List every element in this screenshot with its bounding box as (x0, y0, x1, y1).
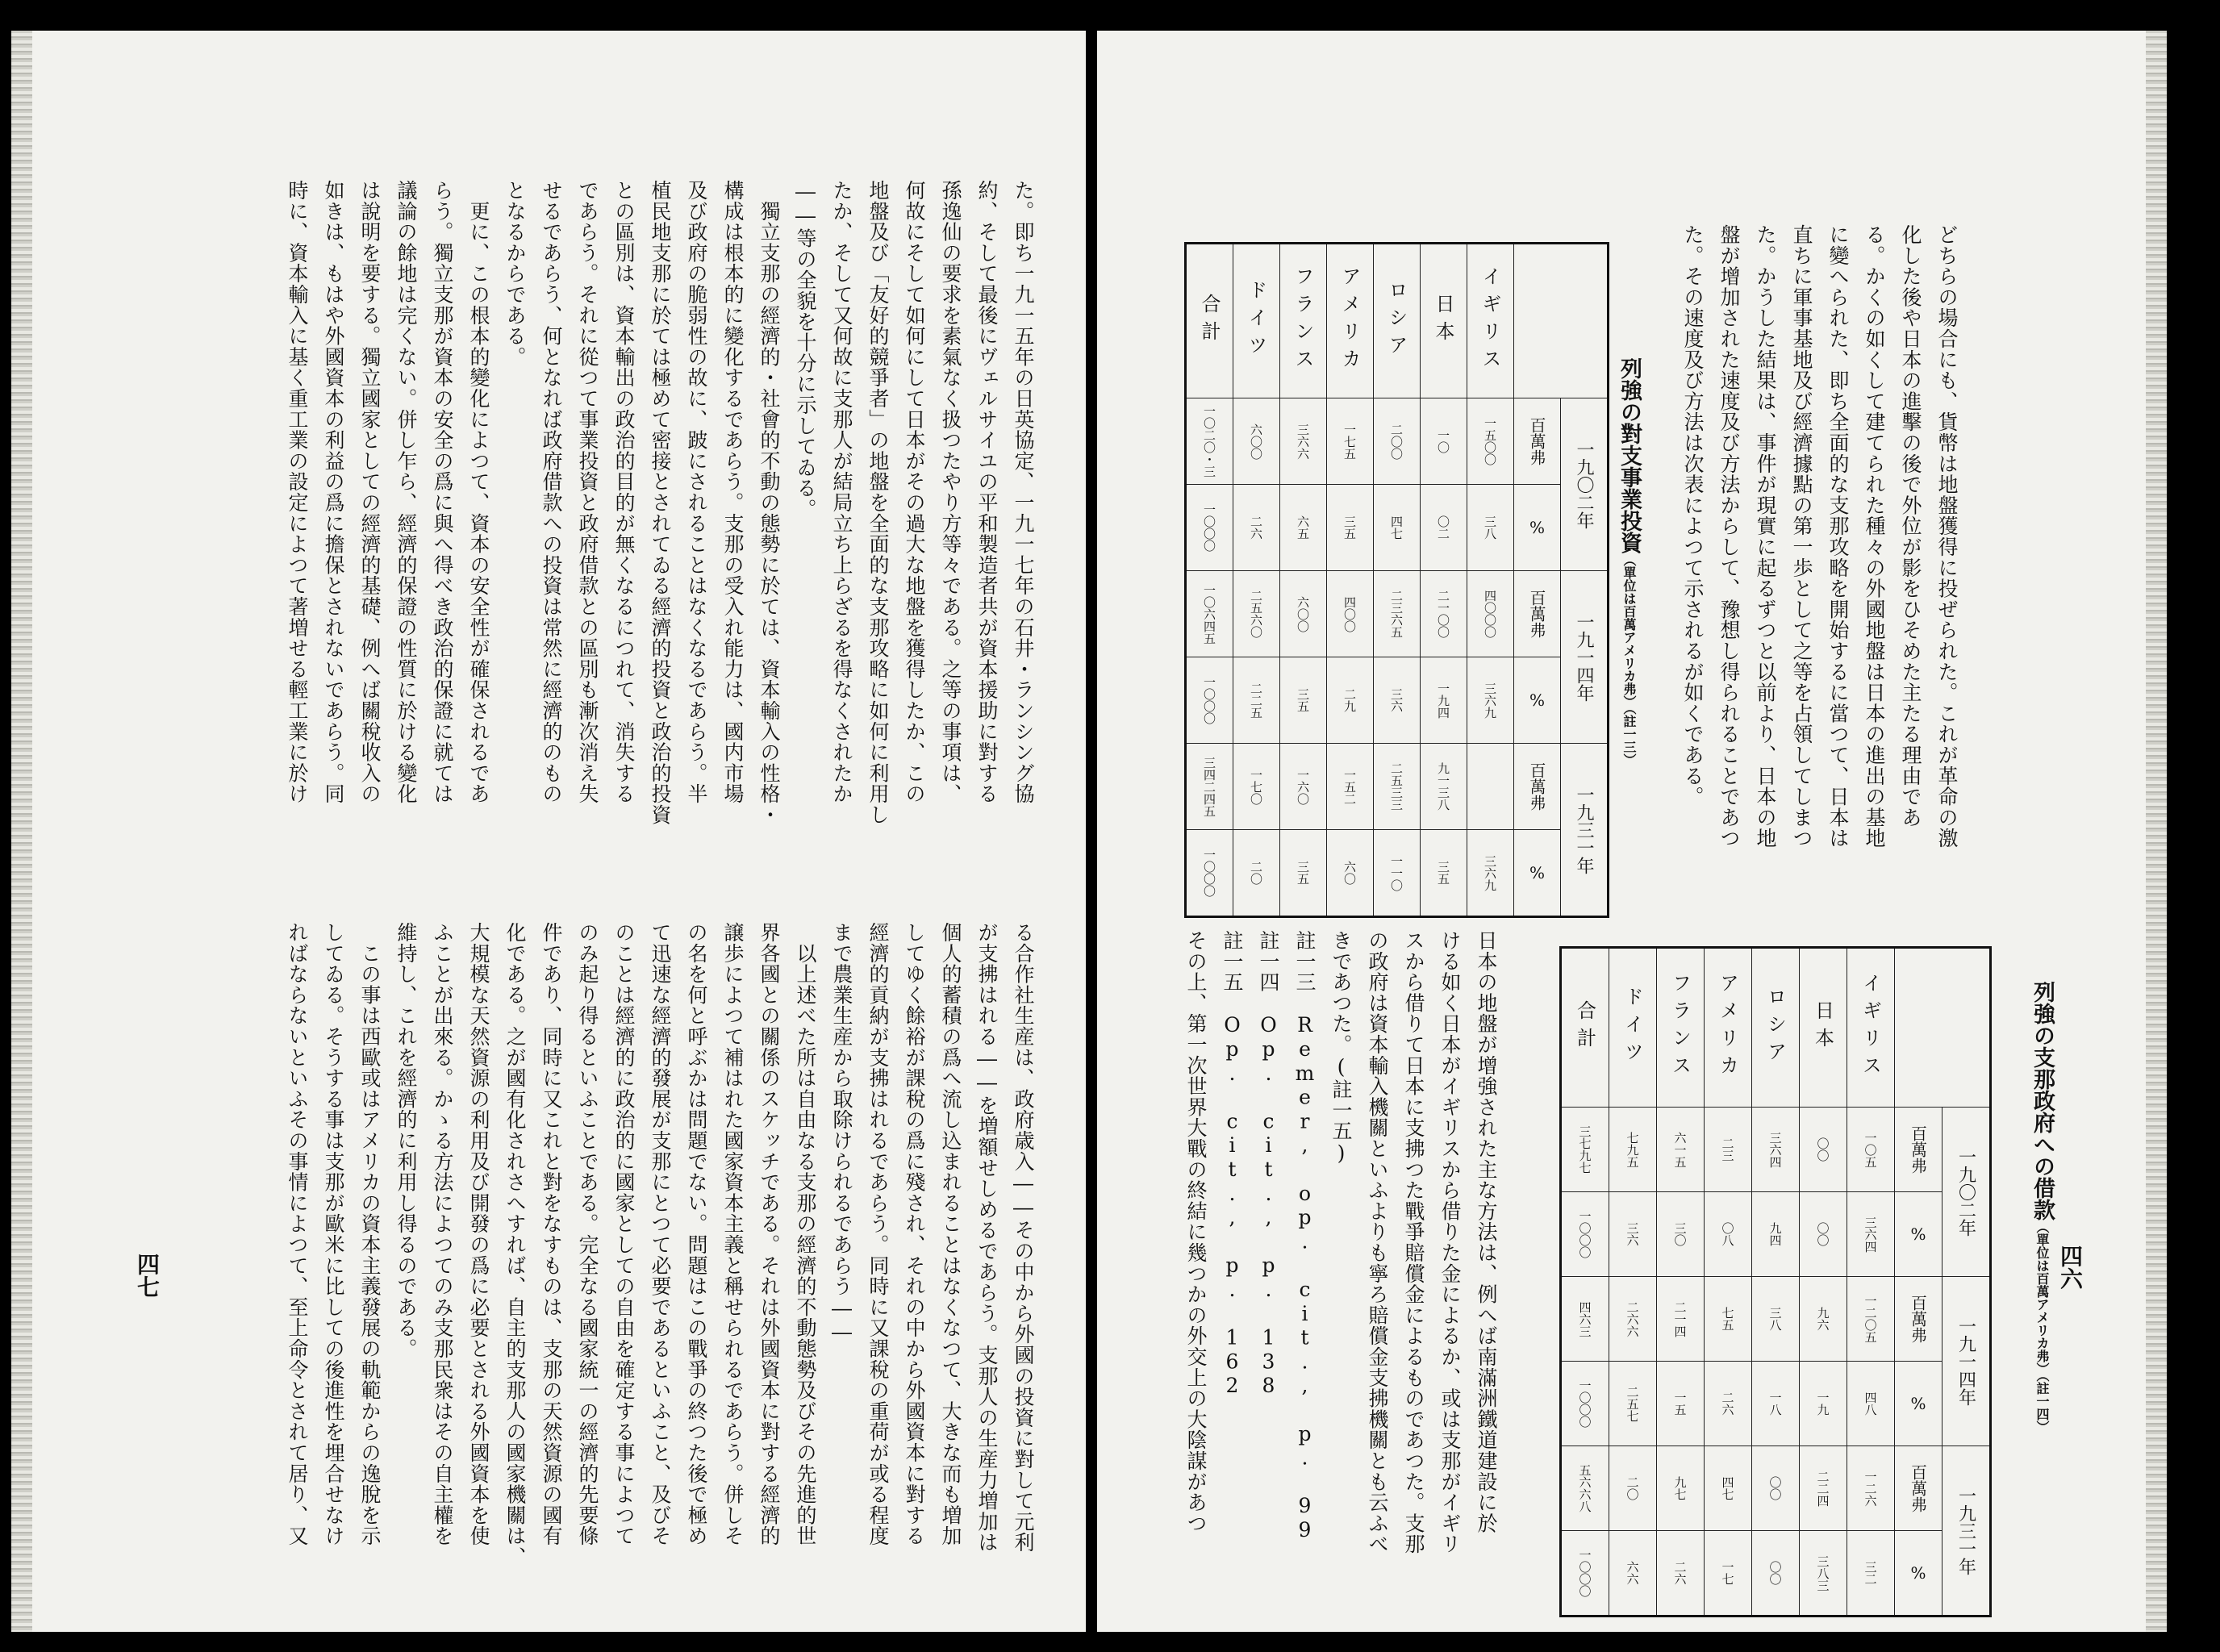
text-column: ればならないといふその事情によつて、至上命令とされて居り、又 (286, 922, 309, 1546)
table-cell: 二六 (1657, 1531, 1705, 1617)
country-label: 日本 (1800, 948, 1847, 1108)
text-column: どちらの場合にも、貨幣は地盤獲得に投ぜられた。これが革命の激 (1935, 224, 1959, 849)
table-cell: 一九 (1800, 1362, 1847, 1446)
total-label: 合計 (1186, 244, 1233, 398)
text-column: らう。獨立支那が資本の安全の爲に與へ得べき政治的保證に就ては (431, 180, 454, 804)
unit-header: % (1514, 485, 1561, 571)
country-label: フランス (1280, 244, 1327, 398)
table-cell: 一六〇 (1280, 744, 1327, 830)
table-cell: 九四 (1752, 1192, 1800, 1277)
text-column: のみ起り得るといふことである。完全なる國家統一の經濟的先要條 (576, 922, 599, 1546)
year-header: 一九一四年 (1942, 1277, 1991, 1446)
text-column: となるからである。 (503, 180, 527, 368)
total-cell: 一〇二〇・三 (1186, 398, 1233, 485)
table-cell: 九七 (1657, 1446, 1705, 1531)
table-cell: 一八 (1752, 1362, 1800, 1446)
table-cell: 二一〇〇 (1421, 571, 1467, 657)
unit-header: 百萬弗 (1895, 1446, 1942, 1531)
text-column: た。その速度及び方法は次表によつて示されるが如くである。 (1681, 224, 1705, 807)
country-label: フランス (1657, 948, 1705, 1108)
country-label: ロシア (1374, 244, 1421, 398)
text-column: の政府は資本輸入機關といふよりも寧ろ賠償金支拂機關とも云ふべ (1366, 930, 1389, 1554)
text-column: 如きは、もはや外國資本の利益の爲に擔保とされないであらう。同 (322, 180, 345, 804)
table1 (1184, 242, 1609, 918)
total-cell: 一〇〇〇 (1561, 1531, 1609, 1617)
text-column: してゆく餘裕が課稅の爲に殘され、それの中から外國資本に對する (903, 922, 926, 1546)
table-cell: 四〇〇 (1327, 571, 1374, 657)
table-cell: 三五 (1327, 485, 1374, 571)
text-column: せるであらう、何となれば政府借款への投資は常然に經濟的のもの (540, 180, 563, 804)
table-cell: 三八三 (1800, 1531, 1847, 1617)
text-column: 及び政府の脆弱性の故に、跛にされることはなくなるであらう。半 (685, 180, 708, 804)
table-cell: 六〇 (1327, 830, 1374, 917)
table-cell: 〇八 (1705, 1192, 1752, 1277)
text-column: 地盤及び「友好的競爭者」の地盤を全面的な支那攻略に如何に利用し (866, 180, 890, 825)
country-label: アメリカ (1705, 948, 1752, 1108)
table-cell: 一二六 (1847, 1446, 1895, 1531)
table-cell: 二二四 (1800, 1446, 1847, 1531)
table-cell: 七九五 (1609, 1108, 1657, 1192)
total-cell: 一〇〇〇 (1561, 1192, 1609, 1277)
table-cell: 一五〇〇 (1467, 398, 1514, 485)
text-column: は說明を要する。獨立國家としての經濟的基礎、例へば關稅收入の (358, 180, 382, 804)
table-cell: 三五 (1280, 657, 1327, 744)
table-cell: 六〇〇 (1280, 571, 1327, 657)
table-cell: 一七〇 (1233, 744, 1280, 830)
text-column: に變へられた、即ち全面的な支那攻略を開始するに當つて、日本は (1826, 224, 1850, 849)
left-body-bottom (279, 922, 1041, 1583)
table-cell: 二三六五 (1374, 571, 1421, 657)
text-column: 植民地支那に於ては極めて密接とされてゐる經濟的投資と政治的投資 (649, 180, 672, 825)
text-column: た。即ち一九一五年の日英協定、一九一七年の石井・ランシング協 (1012, 180, 1035, 804)
text-column: 盤が增加された速度及び方法からして、豫想し得られることであつ (1717, 224, 1741, 849)
text-column: 個人的蓄積の爲へ流し込まれることはなくなつて、大きな而も増加 (939, 922, 962, 1546)
year-header: 一九三一年 (1561, 744, 1609, 917)
table-cell: 九一三八 (1421, 744, 1467, 830)
table-cell: 二九 (1327, 657, 1374, 744)
table-cell: 一二〇五 (1847, 1277, 1895, 1362)
text-column: の名を何と呼ぶかは問題でない。問題はこの戰爭の終つた後で極め (685, 922, 708, 1546)
text-column: 議論の餘地は完くない。併し乍ら、經濟的保證の性質に於ける變化 (394, 180, 418, 804)
header-corner (1514, 244, 1609, 398)
total-cell: 五六六八 (1561, 1446, 1609, 1531)
text-column: 日本の地盤が增強された主な方法は、例へば南滿洲鐵道建設に於 (1475, 930, 1498, 1534)
table-cell: 三六九 (1467, 830, 1514, 917)
unit-header: % (1895, 1362, 1942, 1446)
total-label: 合計 (1561, 948, 1609, 1108)
text-column: 時に、資本輸入に基く重工業の設定によつて著増せる輕工業に於け (286, 180, 309, 804)
table-cell: 三五 (1421, 830, 1467, 917)
text-column: 獨立支那の經濟的・社會的不動の態勢に於ては、資本輸入の性格・ (757, 180, 781, 825)
left-body-top (279, 180, 1041, 906)
text-column: 何故にそして如何にして日本がその過大な地盤を獲得したか、この (903, 180, 926, 804)
text-column: 經濟的貢納が支拂はれるであらう。同時に又課稅の重荷が或る程度 (866, 922, 890, 1546)
table-cell: 一〇五 (1847, 1108, 1895, 1192)
table-cell: 七五 (1705, 1277, 1752, 1362)
total-cell: 三四二四五 (1186, 744, 1233, 830)
text-column: 件であり、同時に又これと對をなすものは、支那の天然資源の國有 (540, 922, 563, 1546)
text-column: た。かうした結果は、事件が現實に起るずつと以前より、日本の地 (1754, 224, 1777, 849)
table-cell (1467, 744, 1514, 830)
text-column: この事は西歐或はアメリカの資本主義發展の軌範からの逸脫を示 (358, 922, 382, 1546)
table-cell: 二六六 (1609, 1277, 1657, 1362)
table-cell: 一〇 (1421, 398, 1467, 485)
table-cell: 〇二 (1421, 485, 1467, 571)
total-cell: 三七九七 (1561, 1108, 1609, 1192)
table-cell: 三五 (1280, 830, 1327, 917)
table-cell: 三〇 (1657, 1192, 1705, 1277)
table-cell: 四八 (1847, 1362, 1895, 1446)
text-column: 直ちに軍事基地及び經濟據點の第一歩として之等を占領してしまつ (1790, 224, 1813, 849)
notes (1178, 930, 1504, 1592)
text-column: ふことが出來る。かゝる方法によつてのみ支那民衆はその自主權を (431, 922, 454, 1546)
total-cell: 一〇〇〇 (1186, 830, 1233, 917)
total-cell: 一〇〇〇 (1561, 1362, 1609, 1446)
header-corner (1895, 948, 1991, 1108)
unit-header: % (1895, 1192, 1942, 1277)
text-column: きであつた。(註一五) (1329, 930, 1353, 1166)
country-label: ドイツ (1609, 948, 1657, 1108)
total-cell: 一〇六四五 (1186, 571, 1233, 657)
table-cell: 三六 (1609, 1192, 1657, 1277)
table-cell: 三六六 (1280, 398, 1327, 485)
unit-header: % (1514, 657, 1561, 744)
right-page (1097, 31, 2167, 1632)
text-column: が支拂はれる――を増額せしめるであらう。支那人の生産力増加は (975, 922, 999, 1553)
text-column: まで農業生産から取除けられるであらう―― (830, 922, 853, 1345)
text-column: のことは經濟的に政治的に國家としての自由を確定する事によつて (612, 922, 636, 1546)
text-column: 譲歩によつて補はれた國家資本主義と稱せられるであらう。併しそ (721, 922, 745, 1546)
text-column: る。かくの如くして建てられた種々の外國地盤は日本の進出の基地 (1863, 224, 1886, 849)
table-cell: 二六 (1705, 1362, 1752, 1446)
text-column: 維持し、これを經濟的に利用し得るのである。 (394, 922, 418, 1359)
table-cell: 六六 (1609, 1531, 1657, 1617)
table-cell: 三二 (1847, 1531, 1895, 1617)
year-header: 一九〇二年 (1942, 1108, 1991, 1277)
unit-header: % (1514, 830, 1561, 917)
table-cell: 一一〇 (1374, 830, 1421, 917)
text-column: 以上述べた所は自由なる支那の經濟的不動態勢及びその先進的世 (794, 922, 817, 1546)
page-number-left: 四七 (134, 1253, 161, 1298)
text-column: 大規模な天然資源の利用及び開發の爲に必要とされる外國資本を使 (467, 922, 490, 1546)
text-column: 界各國との關係のスケッチである。それは外國資本に對する經濟的 (757, 922, 781, 1546)
table-cell: 六〇〇 (1233, 398, 1280, 485)
total-cell: 一〇〇〇 (1186, 485, 1233, 571)
text-column: る合作社生産は、政府歳入――その中から外國の投資に對して元利 (1012, 922, 1035, 1553)
text-column: ける如く日本がイギリスから借りた金によるか、或は支那がイギリ (1438, 930, 1462, 1554)
table-cell: 四七 (1374, 485, 1421, 571)
table-cell: 二三 (1705, 1108, 1752, 1192)
text-column: ――等の全貌を十分に示してゐる。 (794, 180, 817, 519)
table-cell: 二二五 (1233, 657, 1280, 744)
table-cell: 六五 (1280, 485, 1327, 571)
table-cell: 二〇〇 (1374, 398, 1421, 485)
table-cell: 九六 (1800, 1277, 1847, 1362)
year-header: 一九三一年 (1942, 1446, 1991, 1617)
table-cell: 〇〇 (1752, 1531, 1800, 1617)
table-cell: 〇〇 (1800, 1108, 1847, 1192)
table-cell: 一七 (1705, 1531, 1752, 1617)
table-cell: 一五二 (1327, 744, 1374, 830)
table1-title: 列強の對支事業投資（單位は百萬アメリカ弗）（註一三） (1617, 357, 1642, 766)
right-body-top (1675, 224, 1965, 926)
text-column: たか、そして又何故に支那人が結局立ち上らざるを得なくされたか (830, 180, 853, 804)
table-cell: 二五六〇 (1233, 571, 1280, 657)
country-label: イギリス (1847, 948, 1895, 1108)
country-label: イギリス (1467, 244, 1514, 398)
table2 (1559, 946, 1992, 1617)
year-header: 一九〇二年 (1561, 398, 1609, 571)
table-cell: 三六 (1374, 657, 1421, 744)
table-cell: 二〇 (1233, 830, 1280, 917)
text-column: て迅速な經濟的發展が支那にとつて必要であるといふこと、及びそ (649, 922, 672, 1546)
table-cell: 二〇 (1609, 1446, 1657, 1531)
table-cell: 三六四 (1752, 1108, 1800, 1192)
country-label: アメリカ (1327, 244, 1374, 398)
unit-header: 百萬弗 (1895, 1277, 1942, 1362)
total-cell: 一〇〇〇 (1186, 657, 1233, 744)
country-label: ドイツ (1233, 244, 1280, 398)
text-column: 化である。之が國有化されさへすれば、自主的支那人の國家機關は、 (503, 922, 527, 1567)
table-cell: 一五 (1657, 1362, 1705, 1446)
text-column: その上、第一次世界大戰の終結に幾つかの外交上の大陰謀があつ (1184, 930, 1208, 1534)
table-cell: 〇〇 (1800, 1192, 1847, 1277)
table2-title: 列強の支那政府への借款（單位は百萬アメリカ弗）（註一四） (2030, 981, 2055, 1433)
left-page (11, 31, 1086, 1632)
text-column: 註一四 Op. cit., p. 138 (1257, 930, 1280, 1398)
table-cell: 三六九 (1467, 657, 1514, 744)
text-column: であらう。それに從つて事業投資と政府借款との區別も漸次消え失 (576, 180, 599, 804)
country-label: 日本 (1421, 244, 1467, 398)
table-cell: 二五三三 (1374, 744, 1421, 830)
table-cell: 六一五 (1657, 1108, 1705, 1192)
table-cell: 一九四 (1421, 657, 1467, 744)
text-column: 註一三 Remer, op. cit., p. 99 (1293, 930, 1317, 1542)
text-column: 孫逸仙の要求を素氣なく扱つたやり方等々である。之等の事項は、 (939, 180, 962, 804)
text-column: 構成は根本的に變化するであらう。支那の受入れ能力は、國内市場 (721, 180, 745, 804)
text-column: 註一五 Op. cit., p. 162 (1221, 930, 1244, 1398)
year-header: 一九一四年 (1561, 571, 1609, 744)
table-cell: 三六四 (1847, 1192, 1895, 1277)
unit-header: 百萬弗 (1514, 398, 1561, 485)
table-cell: 三八 (1467, 485, 1514, 571)
table-cell: 二一四 (1657, 1277, 1705, 1362)
table-cell: 三八 (1752, 1277, 1800, 1362)
text-column: 更に、この根本的變化によつて、資本の安全性が確保されるであ (467, 180, 490, 804)
table-cell: 一七五 (1327, 398, 1374, 485)
text-column: 化した後や日本の進擊の後で外位が影をひそめた主たる理由であ (1899, 224, 1922, 828)
total-cell: 四六三 (1561, 1277, 1609, 1362)
table-cell: 四〇〇〇 (1467, 571, 1514, 657)
table-cell: 〇〇 (1752, 1446, 1800, 1531)
table-cell: 二六 (1233, 485, 1280, 571)
text-column: スから借りて日本に支拂つた戰爭賠償金によるものであつた。支那 (1402, 930, 1425, 1554)
table-cell: 四七 (1705, 1446, 1752, 1531)
table-cell: 二五七 (1609, 1362, 1657, 1446)
text-column: してゐる。そうする事は支那が歐米に比しての後進性を埋合せなけ (322, 922, 345, 1546)
unit-header: 百萬弗 (1514, 571, 1561, 657)
page-number-right: 四六 (2057, 1245, 2084, 1290)
text-column: との區別は、資本輸出の政治的目的が無くなるにつれて、消失する (612, 180, 636, 804)
country-label: ロシア (1752, 948, 1800, 1108)
unit-header: % (1895, 1531, 1942, 1617)
page-edge (11, 31, 32, 1632)
unit-header: 百萬弗 (1895, 1108, 1942, 1192)
text-column: 約、そして最後にヴェルサイユの平和製造者共が資本援助に對する (975, 180, 999, 804)
unit-header: 百萬弗 (1514, 744, 1561, 830)
page-edge (2146, 31, 2167, 1632)
